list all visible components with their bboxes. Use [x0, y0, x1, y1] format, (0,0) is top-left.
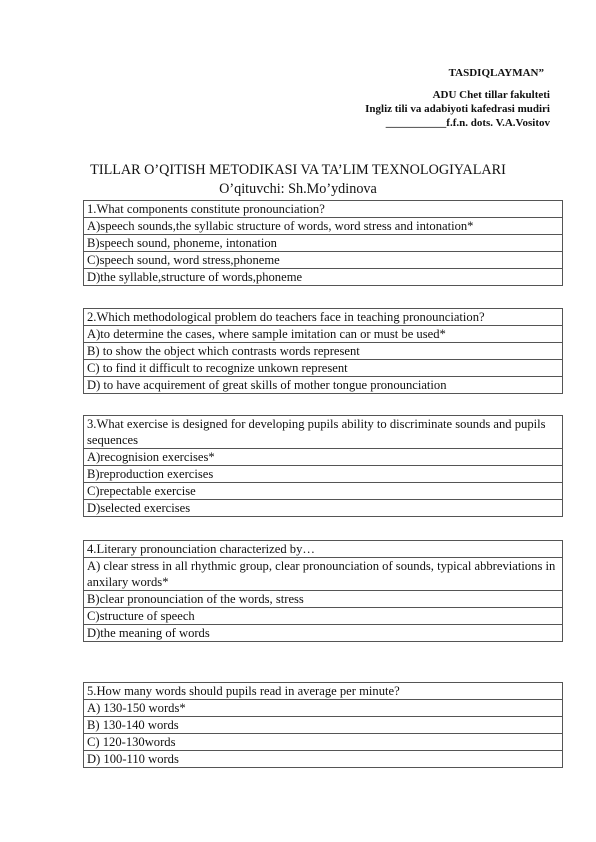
answer-option-c: C) to find it difficult to recognize unkown represent: [84, 360, 563, 377]
teacher-name: O’qituvchi: Sh.Mo’ydinova: [219, 181, 377, 197]
question-table-5: [83, 682, 563, 768]
answer-option-a: A)recognision exercises*: [84, 449, 563, 466]
document-title: TILLAR O’QITISH METODIKASI VA TA’LIM TEXNOLOGIYALARI: [90, 162, 506, 178]
answer-option-d: D)selected exercises: [84, 500, 563, 517]
question-table-2: [83, 308, 563, 394]
question-table-1: [83, 200, 563, 286]
question-table-3: [83, 415, 563, 517]
approval-block: [365, 88, 550, 130]
answer-option-c: C) 120-130words: [84, 734, 563, 751]
answer-option-d: D)the syllable,structure of words,phoneme: [84, 269, 563, 286]
answer-option-b: B)speech sound, phoneme, intonation: [84, 235, 563, 252]
answer-option-d: D) to have acquirement of great skills of mother tongue pronounciation: [84, 377, 563, 394]
question-text: 1.What components constitute pronounciation?: [84, 201, 563, 218]
answer-option-c: C)structure of speech: [84, 608, 563, 625]
approval-title: TASDIQLAYMAN”: [448, 67, 544, 79]
question-text: 3.What exercise is designed for developing pupils ability to discriminate sounds and pupils sequences: [84, 416, 563, 449]
answer-option-d: D)the meaning of words: [84, 625, 563, 642]
answer-option-a: A) 130-150 words*: [84, 700, 563, 717]
approval-department: Ingliz tili va adabiyoti kafedrasi mudiri: [365, 103, 550, 115]
approval-faculty: ADU Chet tillar fakulteti: [432, 89, 550, 101]
question-text: 2.Which methodological problem do teachers face in teaching pronounciation?: [84, 309, 563, 326]
answer-option-a: A)speech sounds,the syllabic structure of words, word stress and intonation*: [84, 218, 563, 235]
answer-option-b: B)reproduction exercises: [84, 466, 563, 483]
answer-option-d: D) 100-110 words: [84, 751, 563, 768]
question-text: 5.How many words should pupils read in average per minute?: [84, 683, 563, 700]
answer-option-a: A)to determine the cases, where sample imitation can or must be used*: [84, 326, 563, 343]
answer-option-b: B)clear pronounciation of the words, stress: [84, 591, 563, 608]
approval-signature: ___________f.f.n. dots. V.A.Vositov: [385, 117, 550, 129]
question-text: 4.Literary pronounciation characterized by…: [84, 541, 563, 558]
answer-option-b: B) 130-140 words: [84, 717, 563, 734]
answer-option-c: C)repectable exercise: [84, 483, 563, 500]
answer-option-c: C)speech sound, word stress,phoneme: [84, 252, 563, 269]
question-table-4: [83, 540, 563, 642]
answer-option-a: A) clear stress in all rhythmic group, clear pronounciation of sounds, typical abbreviations in anxilary words*: [84, 558, 563, 591]
answer-option-b: B) to show the object which contrasts words represent: [84, 343, 563, 360]
